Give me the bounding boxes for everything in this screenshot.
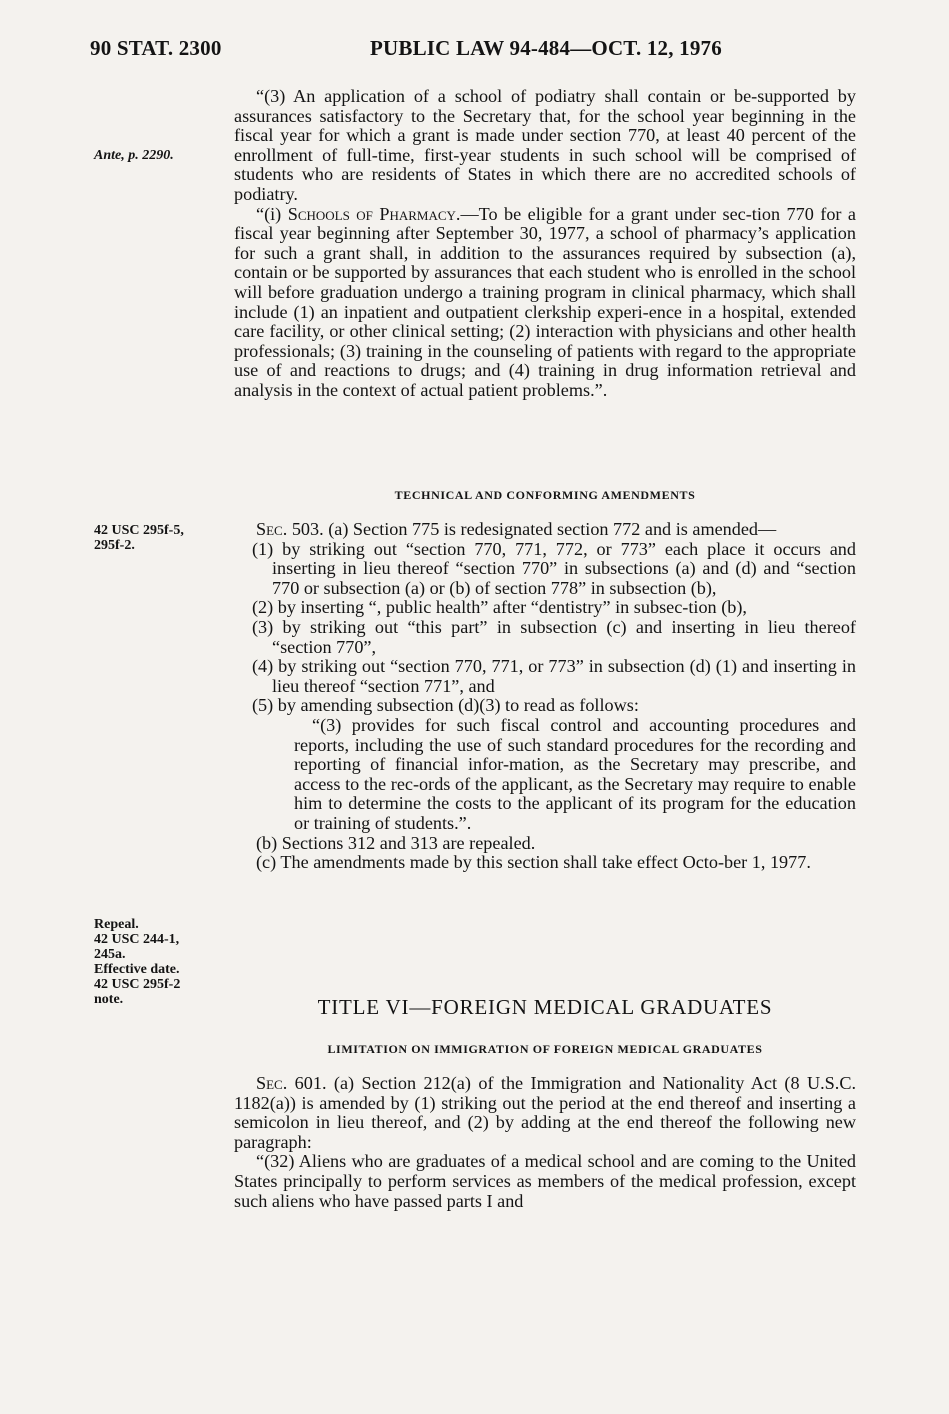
margin-note-repeal: Repeal. 42 USC 244-1, 245a. Effective date. 42 USC 295f-2 note. bbox=[94, 917, 181, 1007]
subsection-b: (b) Sections 312 and 313 are repealed. bbox=[256, 832, 536, 853]
page-header bbox=[90, 36, 860, 66]
section-text-1 bbox=[234, 87, 856, 401]
section-503 bbox=[234, 520, 856, 873]
technical-amendments-heading: TECHNICAL AND CONFORMING AMENDMENTS bbox=[394, 488, 696, 502]
statute-page-number: 90 STAT. 2300 bbox=[90, 36, 222, 60]
paragraph-32: “(32) Aliens who are graduates of a medical school and are coming to the United States principally to perform services as members of the medical profession, except such aliens who have passed parts I and bbox=[234, 1151, 856, 1211]
subsection-c: (c) The amendments made by this section shall take effect Octo-ber 1, 1977. bbox=[256, 852, 811, 873]
limitation-heading: LIMITATION ON IMMIGRATION OF FOREIGN MEDICAL GRADUATES bbox=[327, 1042, 763, 1056]
schools-of-pharmacy-caption: Schools of Pharmacy bbox=[287, 203, 456, 224]
margin-note-ante: Ante, p. 2290. bbox=[94, 148, 174, 163]
sec-503-intro: Sec. 503. (a) Section 775 is redesignated section 772 and is amended— bbox=[256, 519, 777, 539]
pharmacy-paragraph: “(i) Schools of Pharmacy.—To be eligible for a grant under sec-tion 770 for a fiscal year beginning after September 30, 1977, a school of pharmacy’s application for such a grant shall, in addition to the assurances required by subsection (a), contain or be supported by assurances that each student who is enrolled in the school will before graduation undergo a training program in clinical pharmacy, which shall include (1) an inpatient and outpatient clerkship experi-ence in a hospital, extended care facility, or other clinical setting; (2) interaction with physicians and other health professionals; (3) training in the counseling of patients with regard to the appropriate use of and reactions to drugs; and (4) training in drug information retrieval and analysis in the context of actual patient problems.”. bbox=[234, 203, 857, 400]
amendment-item-5: (5) by amending subsection (d)(3) to read as follows: bbox=[252, 695, 639, 716]
podiatry-paragraph: “(3) An application of a school of podiatry shall contain or be-supported by assurances satisfactory to the Secretary that, for the school year beginning in the fiscal year for which a grant is made under section 770, at least 40 percent of the enrollment of full-time, first-year students in such school will be comprised of students who are residents of States in which there are no accredited schools of podiatry. bbox=[234, 86, 856, 204]
quoted-paragraph-3: “(3) provides for such fiscal control and accounting procedures and reports, including the use of such standard procedures for the recording and reporting of financial infor-mation, as the Secretary may prescribe, and access to the rec-ords of the applicant, as the Secretary may require to enable him to determine the costs to the applicant of its program for the education or training of students.”. bbox=[294, 714, 856, 833]
amendment-item-1: (1) by striking out “section 770, 771, 772, or 773” each place it occurs and inserting in lieu thereof “section 770” in subsections (a) and (d) and “section 770 or subsection (a) or (b) of section 778” in subsection (b), bbox=[252, 538, 856, 598]
amendment-item-4: (4) by striking out “section 770, 771, or 773” in subsection (d) (1) and inserting in lieu thereof “section 771”, and bbox=[252, 656, 856, 696]
amendment-item-2: (2) by inserting “, public health” after “dentistry” in subsec-tion (b), bbox=[252, 597, 747, 618]
public-law-citation: PUBLIC LAW 94-484—OCT. 12, 1976 bbox=[370, 36, 722, 60]
margin-note-usc-1: 42 USC 295f-5, 295f-2. bbox=[94, 523, 184, 553]
sec-601-intro: Sec. 601. (a) Section 212(a) of the Immigration and Nationality Act (8 U.S.C. 1182(a)) is amended by (1) striking out the period at the end thereof and inserting a semicolon in lieu thereof, and (2) by adding at the end thereof the following new paragraph: bbox=[234, 1073, 856, 1152]
title-vi-heading: TITLE VI—FOREIGN MEDICAL GRADUATES bbox=[317, 995, 773, 1019]
section-601 bbox=[234, 1074, 856, 1211]
amendment-item-3: (3) by striking out “this part” in subsection (c) and inserting in lieu thereof “section 770”, bbox=[252, 616, 856, 657]
